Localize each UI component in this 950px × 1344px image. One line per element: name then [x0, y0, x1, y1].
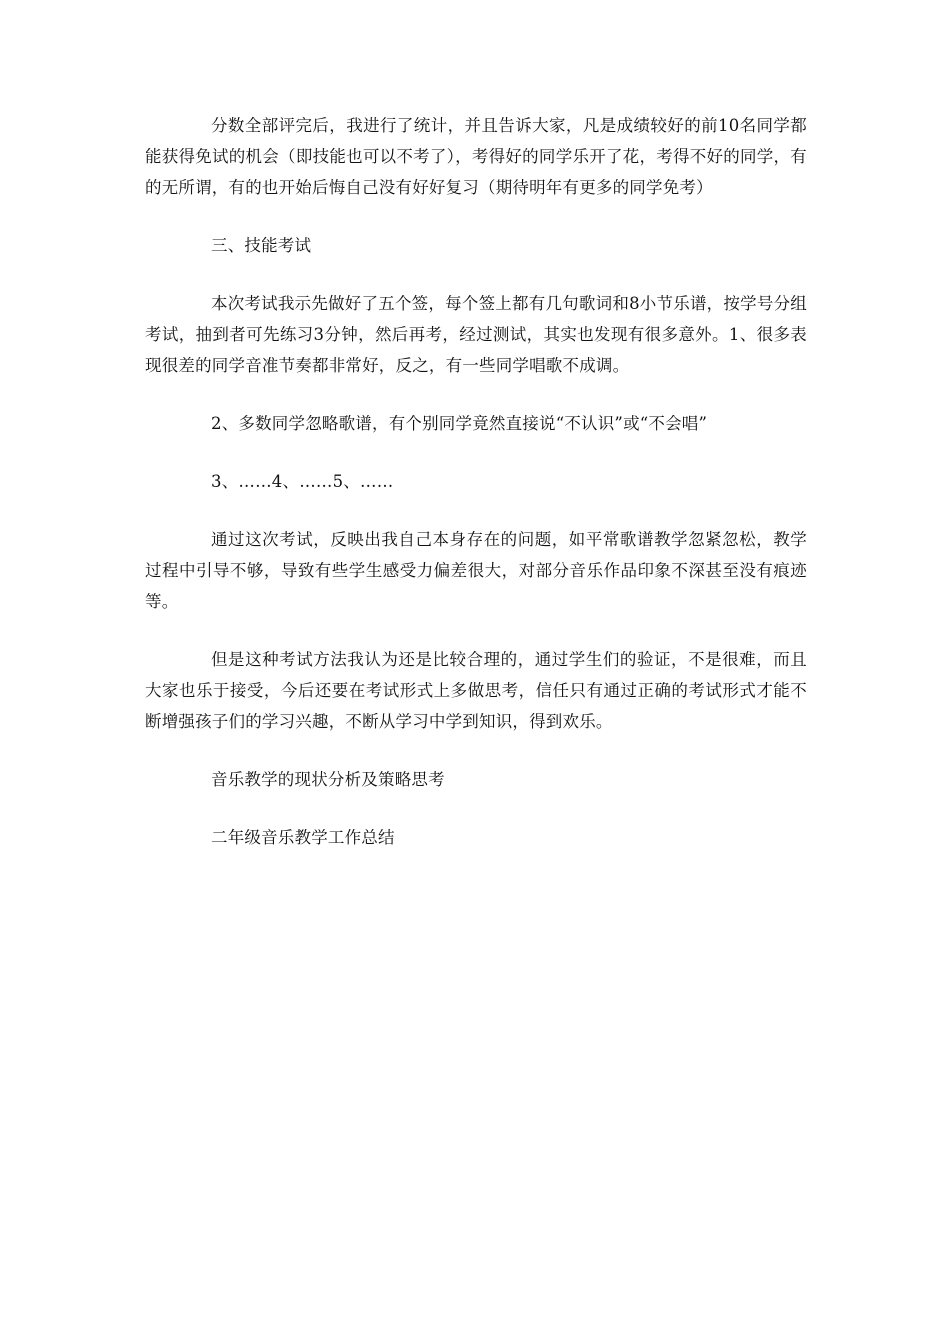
- document-body: [145, 110, 807, 880]
- paragraph-conclusion: 但是这种考试方法我认为还是比较合理的，通过学生们的验证，不是很难，而且大家也乐于接受，今后还要在考试形式上多做思考，信任只有通过正确的考试形式才能不断增强孩子们的学习兴趣，不断从学习中学到知识，得到欢乐。: [145, 650, 807, 731]
- paragraph-points-3-5: 3、……4、……5、……: [211, 472, 394, 491]
- section-heading-skill-exam: 三、技能考试: [211, 236, 312, 255]
- paragraph-point-2: 2、多数同学忽略歌谱，有个别同学竟然直接说“不认识”或“不会唱”: [211, 414, 708, 433]
- paragraph-summary-statistics: 分数全部评完后，我进行了统计，并且告诉大家，凡是成绩较好的前10名同学都能获得免试的机会（即技能也可以不考了），考得好的同学乐开了花，考得不好的同学，有的无所谓，有的也开始后悔自己没有好好复习（期待明年有更多的同学免考）: [145, 116, 807, 197]
- related-title-analysis: 音乐教学的现状分析及策略思考: [211, 770, 445, 789]
- related-title-summary: 二年级音乐教学工作总结: [211, 828, 395, 847]
- paragraph-reflection: 通过这次考试，反映出我自己本身存在的问题，如平常歌谱教学忽紧忽松，教学过程中引导不够，导致有些学生感受力偏差很大，对部分音乐作品印象不深甚至没有痕迹等。: [145, 530, 807, 611]
- paragraph-exam-method: 本次考试我示先做好了五个签，每个签上都有几句歌词和8小节乐谱，按学号分组考试，抽到者可先练习3分钟，然后再考，经过测试，其实也发现有很多意外。1、很多表现很差的同学音准节奏都非常好，反之，有一些同学唱歌不成调。: [145, 294, 807, 375]
